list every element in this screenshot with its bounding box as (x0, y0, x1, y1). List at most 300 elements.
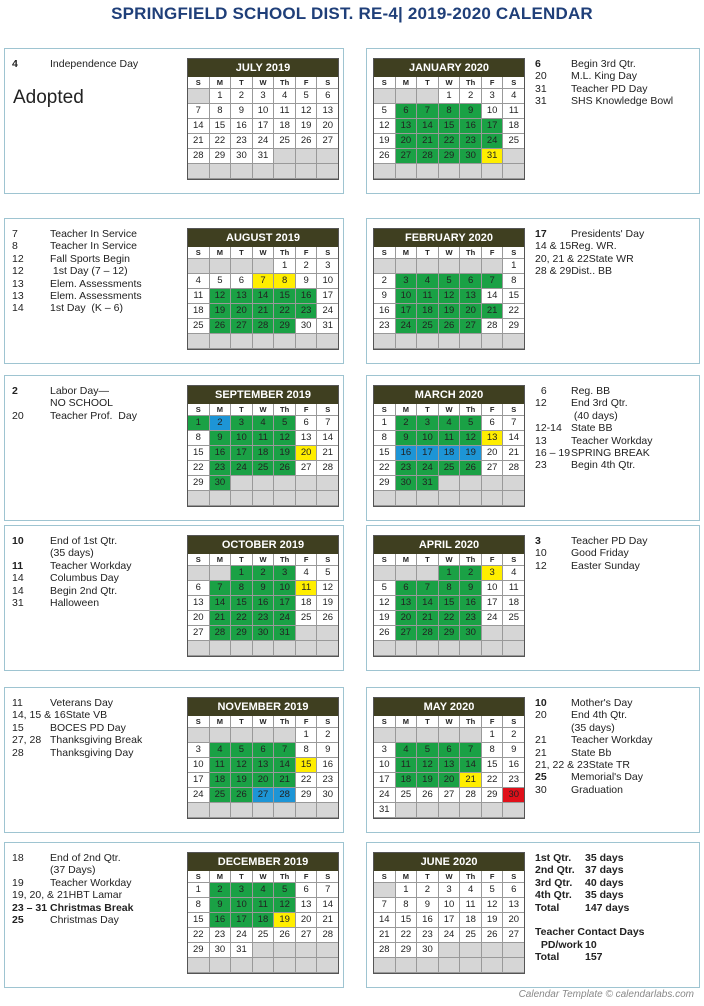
day-cell: 2 (396, 416, 418, 431)
day-cell: 16 (396, 446, 418, 461)
day-cell: 20 (296, 913, 318, 928)
weekday-header (374, 554, 524, 566)
day-cell: 11 (503, 104, 524, 119)
day-cell: 12 (210, 289, 232, 304)
event-note (12, 914, 133, 926)
day-cell: 12 (317, 581, 338, 596)
event-text: Teacher Workday (571, 434, 653, 447)
day-cell (374, 164, 396, 179)
day-cell: 23 (417, 928, 439, 943)
event-text: (37 Days) (50, 864, 96, 877)
week-row (188, 89, 338, 104)
day-cell: 25 (460, 928, 482, 943)
day-cell: 10 (274, 581, 296, 596)
event-text: 1st Day (7 – 12) (50, 265, 128, 278)
weekday-label: W (439, 716, 461, 728)
weekday-label: S (317, 716, 338, 728)
event-text: Elem. Assessments (50, 277, 142, 290)
day-cell: 1 (231, 566, 253, 581)
event-text: Christmas Break (50, 901, 134, 914)
event-date: 12-14 (535, 422, 562, 435)
event-note (535, 385, 653, 397)
day-cell (231, 334, 253, 349)
day-cell (253, 641, 275, 656)
day-cell: 25 (253, 461, 275, 476)
month-calendar (187, 852, 339, 974)
event-text: (40 days) (571, 409, 618, 422)
day-cell (296, 958, 318, 973)
day-cell: 25 (188, 319, 210, 334)
day-cell: 20 (296, 446, 318, 461)
day-cell: 15 (210, 119, 232, 134)
day-cell (482, 626, 504, 641)
day-cell: 27 (296, 461, 318, 476)
day-cell: 10 (231, 898, 253, 913)
day-cell: 18 (439, 446, 461, 461)
weekday-label: Th (274, 404, 296, 416)
day-cell: 23 (374, 319, 396, 334)
day-cell: 31 (231, 943, 253, 958)
day-cell (253, 943, 275, 958)
weekday-label: S (188, 554, 210, 566)
day-cell: 26 (210, 319, 232, 334)
day-cell: 19 (231, 773, 253, 788)
day-cell: 3 (482, 566, 504, 581)
weekday-label: Th (460, 77, 482, 89)
day-cell: 19 (274, 446, 296, 461)
event-text: 40 days (585, 876, 624, 889)
day-cell: 13 (396, 596, 418, 611)
weekday-label: W (439, 404, 461, 416)
day-cell: 19 (374, 611, 396, 626)
day-cell: 17 (396, 304, 418, 319)
week-row (188, 104, 338, 119)
week-row (188, 788, 338, 803)
day-cell: 10 (482, 581, 504, 596)
day-cell: 13 (231, 289, 253, 304)
day-cell: 28 (253, 319, 275, 334)
day-cell (396, 728, 418, 743)
day-cell: 2 (317, 728, 338, 743)
event-date: 8 (12, 240, 18, 253)
month-calendar (187, 697, 339, 819)
month-calendar (187, 535, 339, 657)
event-text: End 4th Qtr. (571, 709, 628, 722)
day-cell (503, 803, 524, 818)
event-text: State BB (571, 422, 613, 435)
day-cell: 11 (396, 758, 418, 773)
event-text: Teacher PD Day (571, 82, 648, 95)
day-cell: 1 (482, 728, 504, 743)
event-note (12, 585, 132, 597)
day-cell: 28 (503, 461, 524, 476)
day-cell: 23 (253, 611, 275, 626)
day-cell: 10 (417, 431, 439, 446)
day-cell: 26 (460, 461, 482, 476)
month-name: JANUARY 2020 (374, 59, 524, 77)
day-cell: 18 (253, 446, 275, 461)
day-cell: 17 (274, 596, 296, 611)
day-cell: 5 (210, 274, 232, 289)
day-cell: 28 (374, 943, 396, 958)
event-date: 19, 20, & 21 (12, 889, 69, 902)
day-cell: 24 (274, 611, 296, 626)
event-note (12, 709, 142, 721)
day-cell (210, 728, 232, 743)
event-date: 10 (12, 535, 24, 547)
day-cell: 3 (417, 416, 439, 431)
event-text: Reg. WR. (571, 240, 617, 253)
weekday-label: S (317, 554, 338, 566)
day-cell: 27 (396, 626, 418, 641)
day-cell (210, 566, 232, 581)
day-cell (417, 958, 439, 973)
day-cell: 5 (274, 416, 296, 431)
day-cell: 29 (274, 319, 296, 334)
weekday-header (374, 404, 524, 416)
right-panel (366, 218, 700, 364)
week-row (188, 431, 338, 446)
event-date: 21 (535, 734, 547, 747)
week-row (188, 566, 338, 581)
day-cell: 21 (482, 304, 504, 319)
event-date: 14 (12, 572, 24, 585)
day-cell: 9 (460, 104, 482, 119)
day-cell: 12 (417, 758, 439, 773)
day-cell: 2 (231, 89, 253, 104)
event-date: 12 (535, 559, 547, 572)
day-cell (417, 803, 439, 818)
day-cell: 15 (439, 596, 461, 611)
day-cell (231, 491, 253, 506)
day-cell: 13 (253, 758, 275, 773)
event-date: 13 (535, 434, 547, 447)
day-cell: 30 (253, 626, 275, 641)
weekday-label: M (210, 871, 232, 883)
day-cell: 7 (374, 898, 396, 913)
day-cell: 6 (253, 743, 275, 758)
event-date: 28 (12, 746, 24, 759)
day-cell: 4 (253, 416, 275, 431)
day-cell: 19 (274, 913, 296, 928)
event-note (535, 410, 653, 422)
right-event-notes (535, 697, 653, 796)
day-cell (210, 641, 232, 656)
weekday-label: S (374, 247, 396, 259)
day-cell: 20 (482, 446, 504, 461)
week-row (374, 641, 524, 656)
day-cell: 31 (317, 319, 338, 334)
day-cell (460, 491, 482, 506)
event-date: 12 (12, 265, 24, 278)
month-name: SEPTEMBER 2019 (188, 386, 338, 404)
day-cell: 29 (210, 149, 232, 164)
weekday-header (188, 554, 338, 566)
day-cell (482, 958, 504, 973)
day-cell (374, 566, 396, 581)
day-cell: 18 (296, 596, 318, 611)
day-cell: 31 (374, 803, 396, 818)
week-row (374, 913, 524, 928)
day-cell: 17 (482, 596, 504, 611)
month-calendar (373, 852, 525, 974)
weekday-label: S (503, 554, 524, 566)
day-cell: 31 (274, 626, 296, 641)
weekday-label: M (210, 404, 232, 416)
weekday-label: S (374, 871, 396, 883)
event-date: 15 (12, 721, 24, 734)
day-cell: 29 (482, 788, 504, 803)
day-cell: 12 (482, 898, 504, 913)
event-text: Elem. Assessments (50, 290, 142, 303)
day-cell: 16 (231, 119, 253, 134)
day-cell: 29 (188, 476, 210, 491)
day-cell: 15 (396, 913, 418, 928)
weekday-label: S (374, 716, 396, 728)
weekday-label: F (296, 404, 318, 416)
weekday-label: Th (274, 247, 296, 259)
day-cell: 30 (503, 788, 524, 803)
day-cell (503, 149, 524, 164)
day-cell: 26 (231, 788, 253, 803)
weekday-label: T (231, 554, 253, 566)
event-date: 13 (12, 277, 24, 290)
day-cell: 8 (231, 581, 253, 596)
day-cell: 12 (374, 596, 396, 611)
weekday-label: T (417, 716, 439, 728)
event-text: Veterans Day (50, 697, 114, 709)
event-note (535, 926, 645, 938)
month-name: MARCH 2020 (374, 386, 524, 404)
day-cell: 10 (439, 898, 461, 913)
event-text: 147 days (585, 901, 630, 914)
day-cell: 2 (460, 566, 482, 581)
day-cell: 9 (210, 431, 232, 446)
day-cell: 24 (253, 134, 275, 149)
day-cell: 6 (482, 416, 504, 431)
event-text: Memorial's Day (571, 771, 644, 784)
day-cell (274, 641, 296, 656)
event-date: 14, 15 & 16 (12, 709, 66, 722)
left-event-notes (12, 58, 138, 70)
week-row (374, 476, 524, 491)
weekday-header (188, 404, 338, 416)
event-note (12, 902, 133, 914)
event-date: 20 (535, 70, 547, 83)
day-cell (482, 259, 504, 274)
event-text: Begin 3rd Qtr. (571, 58, 636, 70)
event-text: State Bb (571, 746, 612, 759)
day-cell: 3 (188, 743, 210, 758)
right-event-notes (535, 228, 644, 278)
day-cell (460, 164, 482, 179)
day-cell (253, 728, 275, 743)
day-cell: 23 (210, 928, 232, 943)
day-cell: 6 (439, 743, 461, 758)
left-panel (4, 687, 344, 833)
day-cell (503, 958, 524, 973)
event-note (12, 265, 142, 277)
day-cell: 1 (503, 259, 524, 274)
event-note (12, 290, 142, 302)
event-note (535, 265, 644, 277)
day-cell (188, 259, 210, 274)
day-cell: 14 (503, 431, 524, 446)
weekday-label: W (253, 404, 275, 416)
day-cell: 7 (417, 104, 439, 119)
day-cell: 20 (188, 611, 210, 626)
day-cell (396, 164, 418, 179)
event-date: 27, 28 (12, 734, 42, 747)
weekday-label: F (482, 554, 504, 566)
event-note (12, 877, 133, 889)
event-date: 25 (12, 914, 24, 927)
day-cell (482, 943, 504, 958)
week-row (188, 259, 338, 274)
weekday-header (374, 871, 524, 883)
day-cell: 17 (231, 913, 253, 928)
week-row (188, 134, 338, 149)
day-cell: 16 (460, 119, 482, 134)
day-cell: 18 (503, 596, 524, 611)
day-cell: 17 (482, 119, 504, 134)
day-cell (274, 149, 296, 164)
day-cell (188, 491, 210, 506)
day-cell: 25 (503, 134, 524, 149)
day-cell: 8 (188, 431, 210, 446)
right-event-notes (535, 385, 653, 472)
week-row (188, 611, 338, 626)
day-cell (460, 641, 482, 656)
week-row (188, 743, 338, 758)
weekday-header (188, 716, 338, 728)
day-cell: 12 (374, 119, 396, 134)
day-cell: 22 (482, 773, 504, 788)
month-name: DECEMBER 2019 (188, 853, 338, 871)
day-cell: 11 (460, 898, 482, 913)
week-row (188, 641, 338, 656)
right-panel (366, 375, 700, 521)
day-cell: 31 (253, 149, 275, 164)
event-note (535, 435, 653, 447)
day-cell: 8 (439, 104, 461, 119)
day-cell (417, 566, 439, 581)
left-event-notes (12, 228, 142, 315)
day-cell: 11 (253, 898, 275, 913)
event-date: Total (535, 901, 560, 914)
day-cell: 26 (374, 149, 396, 164)
day-cell (460, 943, 482, 958)
event-text: Thanksgiving Day (50, 746, 134, 759)
day-cell: 6 (317, 89, 338, 104)
day-cell: 4 (396, 743, 418, 758)
day-cell: 25 (296, 611, 318, 626)
day-cell: 4 (296, 566, 318, 581)
day-cell (439, 164, 461, 179)
day-cell: 15 (439, 119, 461, 134)
event-text: Easter Sunday (571, 559, 640, 572)
event-note (535, 759, 653, 771)
day-cell: 20 (231, 304, 253, 319)
day-cell (253, 958, 275, 973)
day-cell: 8 (482, 743, 504, 758)
weekday-label: T (231, 77, 253, 89)
event-text: 35 days (585, 889, 624, 902)
weekday-label: F (482, 404, 504, 416)
event-text: Reg. BB (571, 385, 611, 397)
weekday-label: Th (460, 871, 482, 883)
day-cell (274, 491, 296, 506)
day-cell: 17 (253, 119, 275, 134)
day-cell: 20 (317, 119, 338, 134)
weekday-label: T (231, 247, 253, 259)
weekday-label: T (231, 404, 253, 416)
day-cell: 7 (188, 104, 210, 119)
weekday-label: F (482, 247, 504, 259)
month-calendar (373, 697, 525, 819)
event-note (12, 228, 142, 240)
week-row (374, 928, 524, 943)
event-date: 31 (12, 597, 24, 610)
day-cell: 7 (274, 743, 296, 758)
day-cell (482, 476, 504, 491)
weekday-label: T (417, 404, 439, 416)
day-cell: 17 (317, 289, 338, 304)
day-cell: 6 (396, 104, 418, 119)
month-name: OCTOBER 2019 (188, 536, 338, 554)
week-row (188, 334, 338, 349)
day-cell: 13 (188, 596, 210, 611)
day-cell: 15 (374, 446, 396, 461)
event-date: 25 (535, 771, 547, 784)
weekday-label: S (503, 404, 524, 416)
week-row (188, 446, 338, 461)
day-cell: 6 (460, 274, 482, 289)
day-cell (374, 883, 396, 898)
week-row (374, 274, 524, 289)
day-cell (417, 334, 439, 349)
event-note (535, 747, 653, 759)
day-cell: 26 (374, 626, 396, 641)
week-row (188, 883, 338, 898)
day-cell: 16 (503, 758, 524, 773)
day-cell (188, 566, 210, 581)
day-cell: 18 (210, 773, 232, 788)
day-cell: 21 (374, 928, 396, 943)
day-cell (374, 958, 396, 973)
left-event-notes (12, 535, 132, 609)
right-panel (366, 687, 700, 833)
day-cell: 29 (374, 476, 396, 491)
day-cell: 16 (210, 913, 232, 928)
day-cell (396, 259, 418, 274)
day-cell: 25 (210, 788, 232, 803)
day-cell: 28 (460, 788, 482, 803)
day-cell (274, 334, 296, 349)
day-cell (274, 803, 296, 818)
event-date: 23 (535, 459, 547, 472)
day-cell: 25 (253, 928, 275, 943)
day-cell: 12 (460, 431, 482, 446)
day-cell: 21 (460, 773, 482, 788)
event-note (12, 852, 133, 864)
week-row (374, 334, 524, 349)
week-row (374, 773, 524, 788)
day-cell (439, 958, 461, 973)
day-cell: 15 (188, 913, 210, 928)
day-cell: 25 (439, 461, 461, 476)
day-cell: 19 (417, 773, 439, 788)
